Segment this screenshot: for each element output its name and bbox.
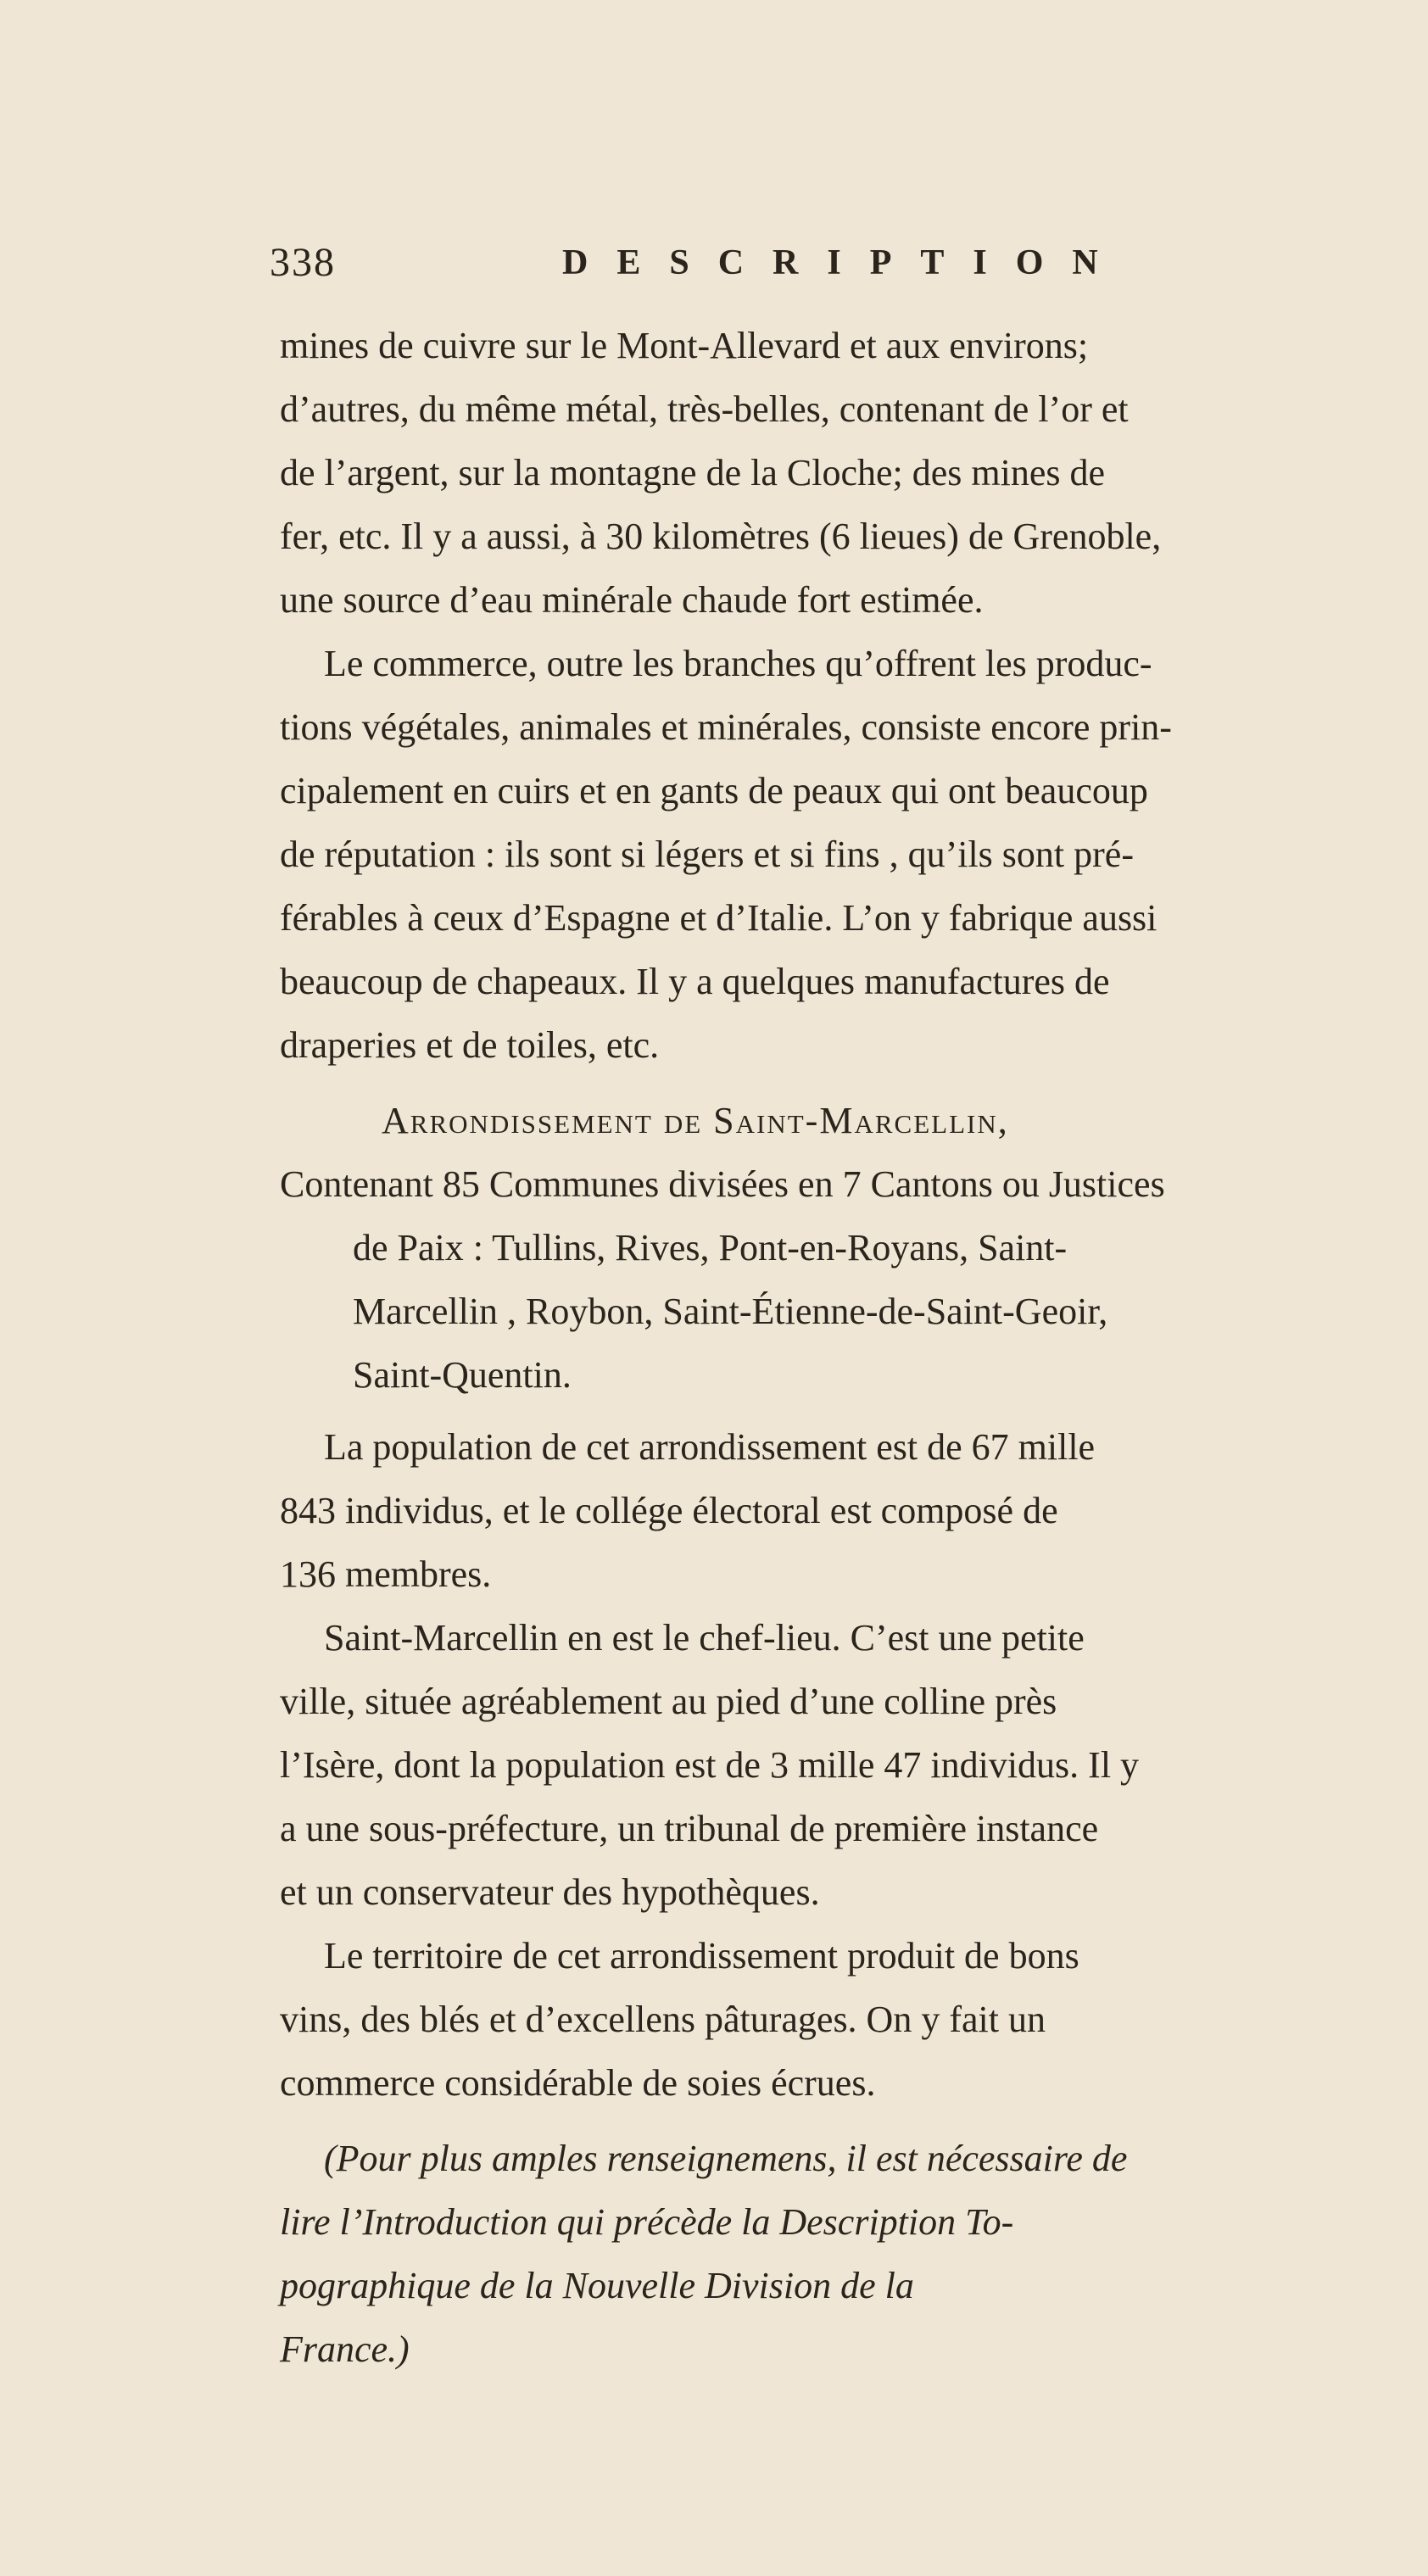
paragraph-population — [280, 1415, 1374, 1606]
text-line: commerce considérable de soies écrues. — [280, 2062, 876, 2104]
text-line: La population de cet arrondissement est de 67 mille — [324, 1426, 1096, 1468]
text-line: ville, située agréablement au pied d’une colline près — [280, 1681, 1057, 1722]
text-line: lire l’Introduction qui précède la Description To- — [280, 2201, 1014, 2243]
paragraph-territoire — [280, 1924, 1374, 2115]
text-line: cipalement en cuirs et en gants de peaux qui ont beaucoup — [280, 770, 1148, 811]
text-line: beaucoup de chapeaux. Il y a quelques manufactures de — [280, 961, 1110, 1002]
footnote-reference — [280, 2127, 1374, 2381]
text-line: l’Isère, dont la population est de 3 mille 47 individus. Il y — [280, 1744, 1140, 1786]
text-line: fer, etc. Il y a aussi, à 30 kilomètres (6 lieues) de Grenoble, — [280, 516, 1162, 557]
text-line: France.) — [280, 2328, 410, 2370]
text-line: tions végétales, animales et minérales, consiste encore prin- — [280, 706, 1172, 748]
text-line: de réputation : ils sont si légers et si fins , qu’ils sont pré- — [280, 834, 1134, 875]
text-line: Saint-Marcellin en est le chef-lieu. C’est une petite — [324, 1617, 1085, 1659]
page-body — [280, 314, 1374, 2381]
text-line: vins, des blés et d’excellens pâturages. On y fait un — [280, 1999, 1046, 2040]
paragraph-chef-lieu — [280, 1606, 1374, 1924]
text-line: d’autres, du même métal, très-belles, contenant de l’or et — [280, 388, 1129, 430]
running-head: DESCRIPTION — [562, 243, 1127, 282]
text-line: Contenant 85 Communes divisées en 7 Cantons ou Justices — [280, 1163, 1165, 1205]
paragraph-cantons — [280, 1152, 1374, 1407]
text-line: férables à ceux d’Espagne et d’Italie. L’on y fabrique aussi — [280, 897, 1157, 939]
text-line: 843 individus, et le collége électoral est composé de — [280, 1490, 1058, 1531]
text-line: mines de cuivre sur le Mont-Allevard et aux environs; — [280, 325, 1089, 366]
text-line: de Paix : Tullins, Rives, Pont-en-Royans, Saint- — [353, 1227, 1068, 1268]
text-line: pographique de la Nouvelle Division de la — [280, 2265, 914, 2306]
text-line: et un conservateur des hypothèques. — [280, 1871, 820, 1913]
paragraph-mines — [280, 314, 1374, 632]
text-line: Le commerce, outre les branches qu’offrent les produc- — [324, 643, 1152, 684]
text-line: Le territoire de cet arrondissement produit de bons — [324, 1935, 1079, 1977]
text-line: de l’argent, sur la montagne de la Cloche; des mines de — [280, 452, 1106, 493]
paragraph-commerce — [280, 632, 1374, 1077]
text-line: a une sous-préfecture, un tribunal de première instance — [280, 1808, 1099, 1849]
page-header — [270, 239, 1389, 298]
text-line: 136 membres. — [280, 1553, 492, 1595]
text-line: (Pour plus amples renseignemens, il est nécessaire de — [324, 2138, 1128, 2179]
text-line: une source d’eau minérale chaude fort estimée. — [280, 579, 984, 621]
text-line: Marcellin , Roybon, Saint-Étienne-de-Saint-Geoir, — [353, 1291, 1108, 1332]
section-heading: Arrondissement de Saint-Marcellin, — [382, 1100, 1009, 1141]
page-number: 338 — [270, 240, 336, 285]
text-line: draperies et de toiles, etc. — [280, 1024, 660, 1066]
text-line: Saint-Quentin. — [353, 1354, 572, 1396]
